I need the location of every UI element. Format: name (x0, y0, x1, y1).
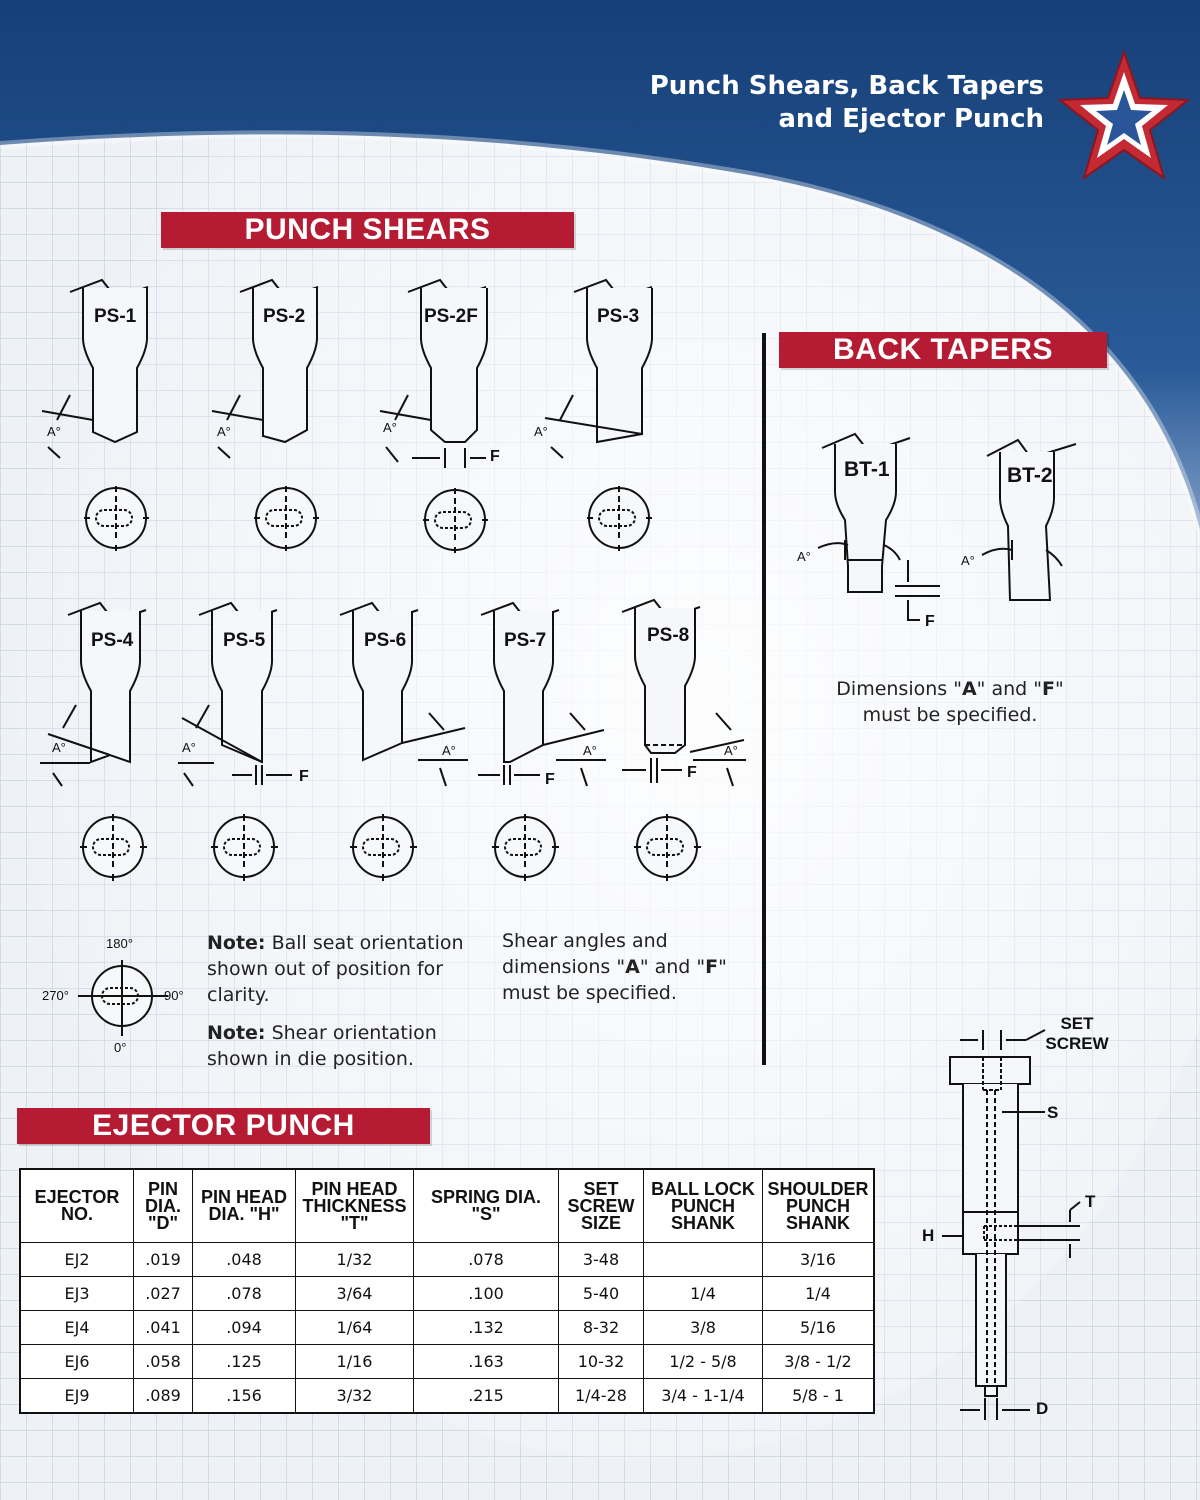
orientation-0-label: 0° (114, 1040, 127, 1055)
ps1-label: PS-1 (94, 306, 137, 327)
table-header-row (20, 1169, 874, 1243)
table-row (20, 1277, 874, 1311)
ps8-label: PS-8 (647, 625, 690, 646)
set-screw-label: SET SCREW (1045, 1014, 1109, 1053)
col-pin-head-dia: PIN HEAD DIA. "H" (193, 1169, 296, 1243)
d-label: D (1036, 1399, 1049, 1418)
ps6-angle-label: A° (442, 743, 456, 758)
cell-pin-head-thickness: 1/16 (296, 1345, 414, 1379)
ejector-punch-heading: EJECTOR PUNCH (92, 1109, 355, 1142)
ball-seat-note (207, 930, 497, 1008)
ps7-f-label: F (545, 771, 555, 788)
ps5-label: PS-5 (223, 630, 266, 651)
col-pin-head-thickness: PIN HEAD THICKNESS "T" (296, 1169, 414, 1243)
col-pin-dia: PIN DIA. "D" (134, 1169, 193, 1243)
table-row (20, 1379, 874, 1414)
ps4-angle-label: A° (52, 740, 66, 755)
ejector-punch-table (19, 1168, 875, 1414)
orientation-180-label: 180° (106, 936, 133, 951)
cell-ball-lock-shank (644, 1243, 763, 1277)
ps2-angle-label: A° (217, 424, 231, 439)
cell-ball-lock-shank: 1/2 - 5/8 (644, 1345, 763, 1379)
cell-pin-dia: .027 (134, 1277, 193, 1311)
ps1-angle-label: A° (47, 424, 61, 439)
orientation-90-label: 90° (164, 988, 184, 1003)
cell-ball-lock-shank: 3/4 - 1-1/4 (644, 1379, 763, 1414)
col-shoulder-punch-shank: SHOULDER PUNCH SHANK (763, 1169, 875, 1243)
bt-note-post: " must be specified. (862, 678, 1064, 726)
bt-note-mid: " and " (976, 678, 1042, 700)
s-label: S (1047, 1103, 1059, 1122)
shear-note-post: " must be specified. (502, 956, 727, 1004)
bt1-label: BT-1 (844, 458, 890, 481)
col-ball-lock-punch-shank: BALL LOCK PUNCH SHANK (644, 1169, 763, 1243)
ps2f-f-label: F (490, 448, 500, 465)
cell-shoulder-shank: 1/4 (763, 1277, 875, 1311)
bt2-label: BT-2 (1007, 464, 1053, 487)
table-row (20, 1345, 874, 1379)
cell-set-screw-size: 8-32 (559, 1311, 644, 1345)
cell-pin-head-thickness: 3/32 (296, 1379, 414, 1414)
cell-pin-dia: .089 (134, 1379, 193, 1414)
cell-ejector-no: EJ6 (20, 1345, 134, 1379)
cell-set-screw-size: 3-48 (559, 1243, 644, 1277)
ps7-label: PS-7 (504, 630, 547, 651)
cell-pin-head-thickness: 3/64 (296, 1277, 414, 1311)
cell-shoulder-shank: 3/16 (763, 1243, 875, 1277)
col-spring-dia: SPRING DIA. "S" (414, 1169, 559, 1243)
cell-set-screw-size: 5-40 (559, 1277, 644, 1311)
t-label: T (1085, 1192, 1096, 1211)
shear-note-a: A (625, 956, 640, 978)
cell-shoulder-shank: 5/8 - 1 (763, 1379, 875, 1414)
back-tapers-note (830, 676, 1070, 728)
shear-note-mid: " and " (639, 956, 706, 978)
cell-spring-dia: .215 (414, 1379, 559, 1414)
ps8-f-label: F (687, 764, 697, 781)
ps2-label: PS-2 (263, 306, 306, 327)
note2-text: Shear orientation shown in die position. (207, 1022, 437, 1070)
shear-angles-note (502, 928, 752, 1006)
cell-shoulder-shank: 3/8 - 1/2 (763, 1345, 875, 1379)
bt-note-a: A (961, 678, 977, 700)
ps2f-angle-label: A° (383, 420, 397, 435)
col-set-screw-size: SET SCREW SIZE (559, 1169, 644, 1243)
cell-spring-dia: .100 (414, 1277, 559, 1311)
cell-pin-head-thickness: 1/32 (296, 1243, 414, 1277)
cell-pin-head-thickness: 1/64 (296, 1311, 414, 1345)
page-title-line2: and Ejector Punch (778, 104, 1044, 134)
ps2f-label: PS-2F (424, 306, 478, 327)
ps5-f-label: F (299, 768, 309, 785)
cell-pin-head-dia: .048 (193, 1243, 296, 1277)
cell-pin-dia: .058 (134, 1345, 193, 1379)
cell-ejector-no: EJ2 (20, 1243, 134, 1277)
cell-spring-dia: .163 (414, 1345, 559, 1379)
cell-set-screw-size: 1/4-28 (559, 1379, 644, 1414)
shear-note-f: F (705, 956, 719, 978)
ps4-label: PS-4 (91, 630, 134, 651)
ps3-label: PS-3 (597, 306, 640, 327)
ps3-angle-label: A° (534, 424, 548, 439)
cell-shoulder-shank: 5/16 (763, 1311, 875, 1345)
ps8-angle-label: A° (724, 743, 738, 758)
bt1-angle-label: A° (797, 549, 811, 564)
cell-ball-lock-shank: 1/4 (644, 1277, 763, 1311)
orientation-270-label: 270° (42, 988, 69, 1003)
cell-pin-head-dia: .078 (193, 1277, 296, 1311)
table-row (20, 1311, 874, 1345)
ps7-angle-label: A° (583, 743, 597, 758)
shear-note-pre: Shear angles and dimensions " (502, 930, 668, 978)
bt1-f-label: F (925, 613, 935, 630)
cell-pin-dia: .019 (134, 1243, 193, 1277)
table-row (20, 1243, 874, 1277)
h-label: H (922, 1226, 935, 1245)
note1-heading: Note: (207, 932, 266, 954)
back-tapers-heading: BACK TAPERS (833, 333, 1053, 366)
cell-ejector-no: EJ4 (20, 1311, 134, 1345)
cell-ejector-no: EJ9 (20, 1379, 134, 1414)
bt-note-pre: Dimensions " (836, 678, 962, 700)
ps6-label: PS-6 (364, 630, 407, 651)
cell-ball-lock-shank: 3/8 (644, 1311, 763, 1345)
cell-spring-dia: .132 (414, 1311, 559, 1345)
note2-heading: Note: (207, 1022, 266, 1044)
shear-orientation-note (207, 1020, 497, 1072)
cell-pin-head-dia: .094 (193, 1311, 296, 1345)
punch-shears-heading: PUNCH SHEARS (244, 213, 491, 246)
cell-ejector-no: EJ3 (20, 1277, 134, 1311)
note1-text: Ball seat orientation shown out of position for clarity. (207, 932, 464, 1006)
cell-pin-dia: .041 (134, 1311, 193, 1345)
cell-pin-head-dia: .125 (193, 1345, 296, 1379)
ps5-angle-label: A° (182, 740, 196, 755)
page-title-line1: Punch Shears, Back Tapers (649, 71, 1044, 101)
bt2-angle-label: A° (961, 553, 975, 568)
cell-set-screw-size: 10-32 (559, 1345, 644, 1379)
col-ejector-no: EJECTOR NO. (20, 1169, 134, 1243)
cell-spring-dia: .078 (414, 1243, 559, 1277)
cell-pin-head-dia: .156 (193, 1379, 296, 1414)
bt-note-f: F (1041, 678, 1055, 700)
